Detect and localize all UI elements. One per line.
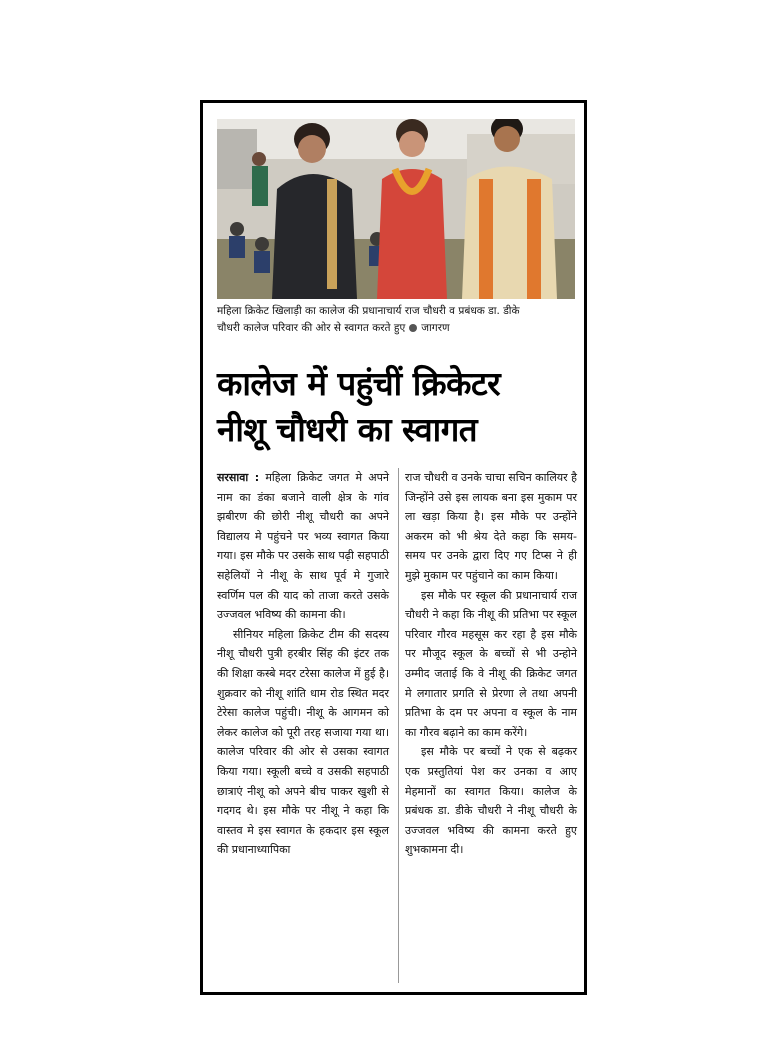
article-paragraph: इस मौके पर स्कूल की प्रधानाचार्य राज चौधरी ने कहा कि नीशू की प्रतिभा पर स्कूल परिवार गौरव महसूस कर रहा है इस मौके पर मौजूद स्कूल के बच्चों से भी उन्होने उम्मीद जताई कि वे नीशू की क्रिकेट जगत मे लगातार प्रगति से प्रेरणा ले तथा अपनी प्रतिभा के दम पर अपना व स्कूल के नाम का गौरव बढ़ाने का काम करेंगे। <box>405 588 577 739</box>
photo-illustration <box>217 119 575 299</box>
bullet-icon <box>409 324 417 332</box>
headline-line-2: नीशू चौधरी का स्वागत <box>217 410 478 449</box>
headline-line-1: कालेज में पहुंचीं क्रिकेटर <box>217 364 501 403</box>
article-paragraph <box>217 468 389 625</box>
dateline: सरसावा : <box>217 471 260 484</box>
headline <box>217 361 575 453</box>
column-divider <box>398 468 399 983</box>
photo-caption <box>217 303 575 337</box>
article-paragraph: राज चौधरी व उनके चाचा सचिन कालियर है जिन्होंने उसे इस लायक बना इस मुकाम पर ला खड़ा किया है। इस मौके पर उन्होंने अकरम को भी श्रेय देते कहा कि समय-समय पर उनके द्वारा दिए गए टिप्स ने ही मुझे मुकाम पर पहुंचाने का काम किया। <box>405 471 577 582</box>
article-paragraph: इस मौके पर बच्चों ने एक से बढ़कर एक प्रस्तुतियां पेश कर उनका व आए मेहमानों का स्वागत किया। कालेज के प्रबंधक डा. डीके चौधरी ने नीशू चौधरी के उज्जवल भविष्य की कामना करते हुए शुभकामना दी। <box>405 745 577 857</box>
caption-line-1: महिला क्रिकेट खिलाड़ी का कालेज की प्रधानाचार्य राज चौधरी व प्रबंधक डा. डीके <box>217 305 520 317</box>
paragraph-text: महिला क्रिकेट जगत मे अपने नाम का डंका बजाने वाली क्षेत्र के गांव झबीरण की छोरी नीशू चौधरी का अपने विद्यालय मे पहुंचने पर भव्य स्वागत किया गया। इस मौके पर उसके साथ पढ़ी सहपाठी सहेलियों ने नीशू के साथ पूर्व मे गुजारे स्वर्णिम पल की याद को ताजा करते उसके उज्जवल भविष्य की कामना की। <box>217 471 389 622</box>
article-column-1 <box>217 468 389 860</box>
newspaper-clipping <box>200 100 587 995</box>
news-photo <box>217 119 575 299</box>
photo-credit: जागरण <box>421 322 450 334</box>
article-column-2 <box>405 468 577 860</box>
article-paragraph: सीनियर महिला क्रिकेट टीम की सदस्य नीशू चौधरी पुत्री हरबीर सिंह की इंटर तक की शिक्षा कस्बे मदर टरेसा कालेज में हुई है। शुक्रवार को नीशू शांति धाम रोड स्थित मदर टेरेसा कालेज पहुंची। नीशू के आगमन को लेकर कालेज को पूरी तरह सजाया गया था। कालेज परिवार की ओर से उसका स्वागत किया गया। स्कूली बच्चे व उसकी सहपाठी छात्राएं नीशू को अपने बीच पाकर खुशी से गदगद थे। इस मौके पर नीशू ने कहा कि वास्तव मे इस स्वागत के हकदार इस स्कूल की प्रधानाध्यापिका <box>217 627 389 857</box>
caption-line-2: चौधरी कालेज परिवार की ओर से स्वागत करते हुए <box>217 322 406 334</box>
